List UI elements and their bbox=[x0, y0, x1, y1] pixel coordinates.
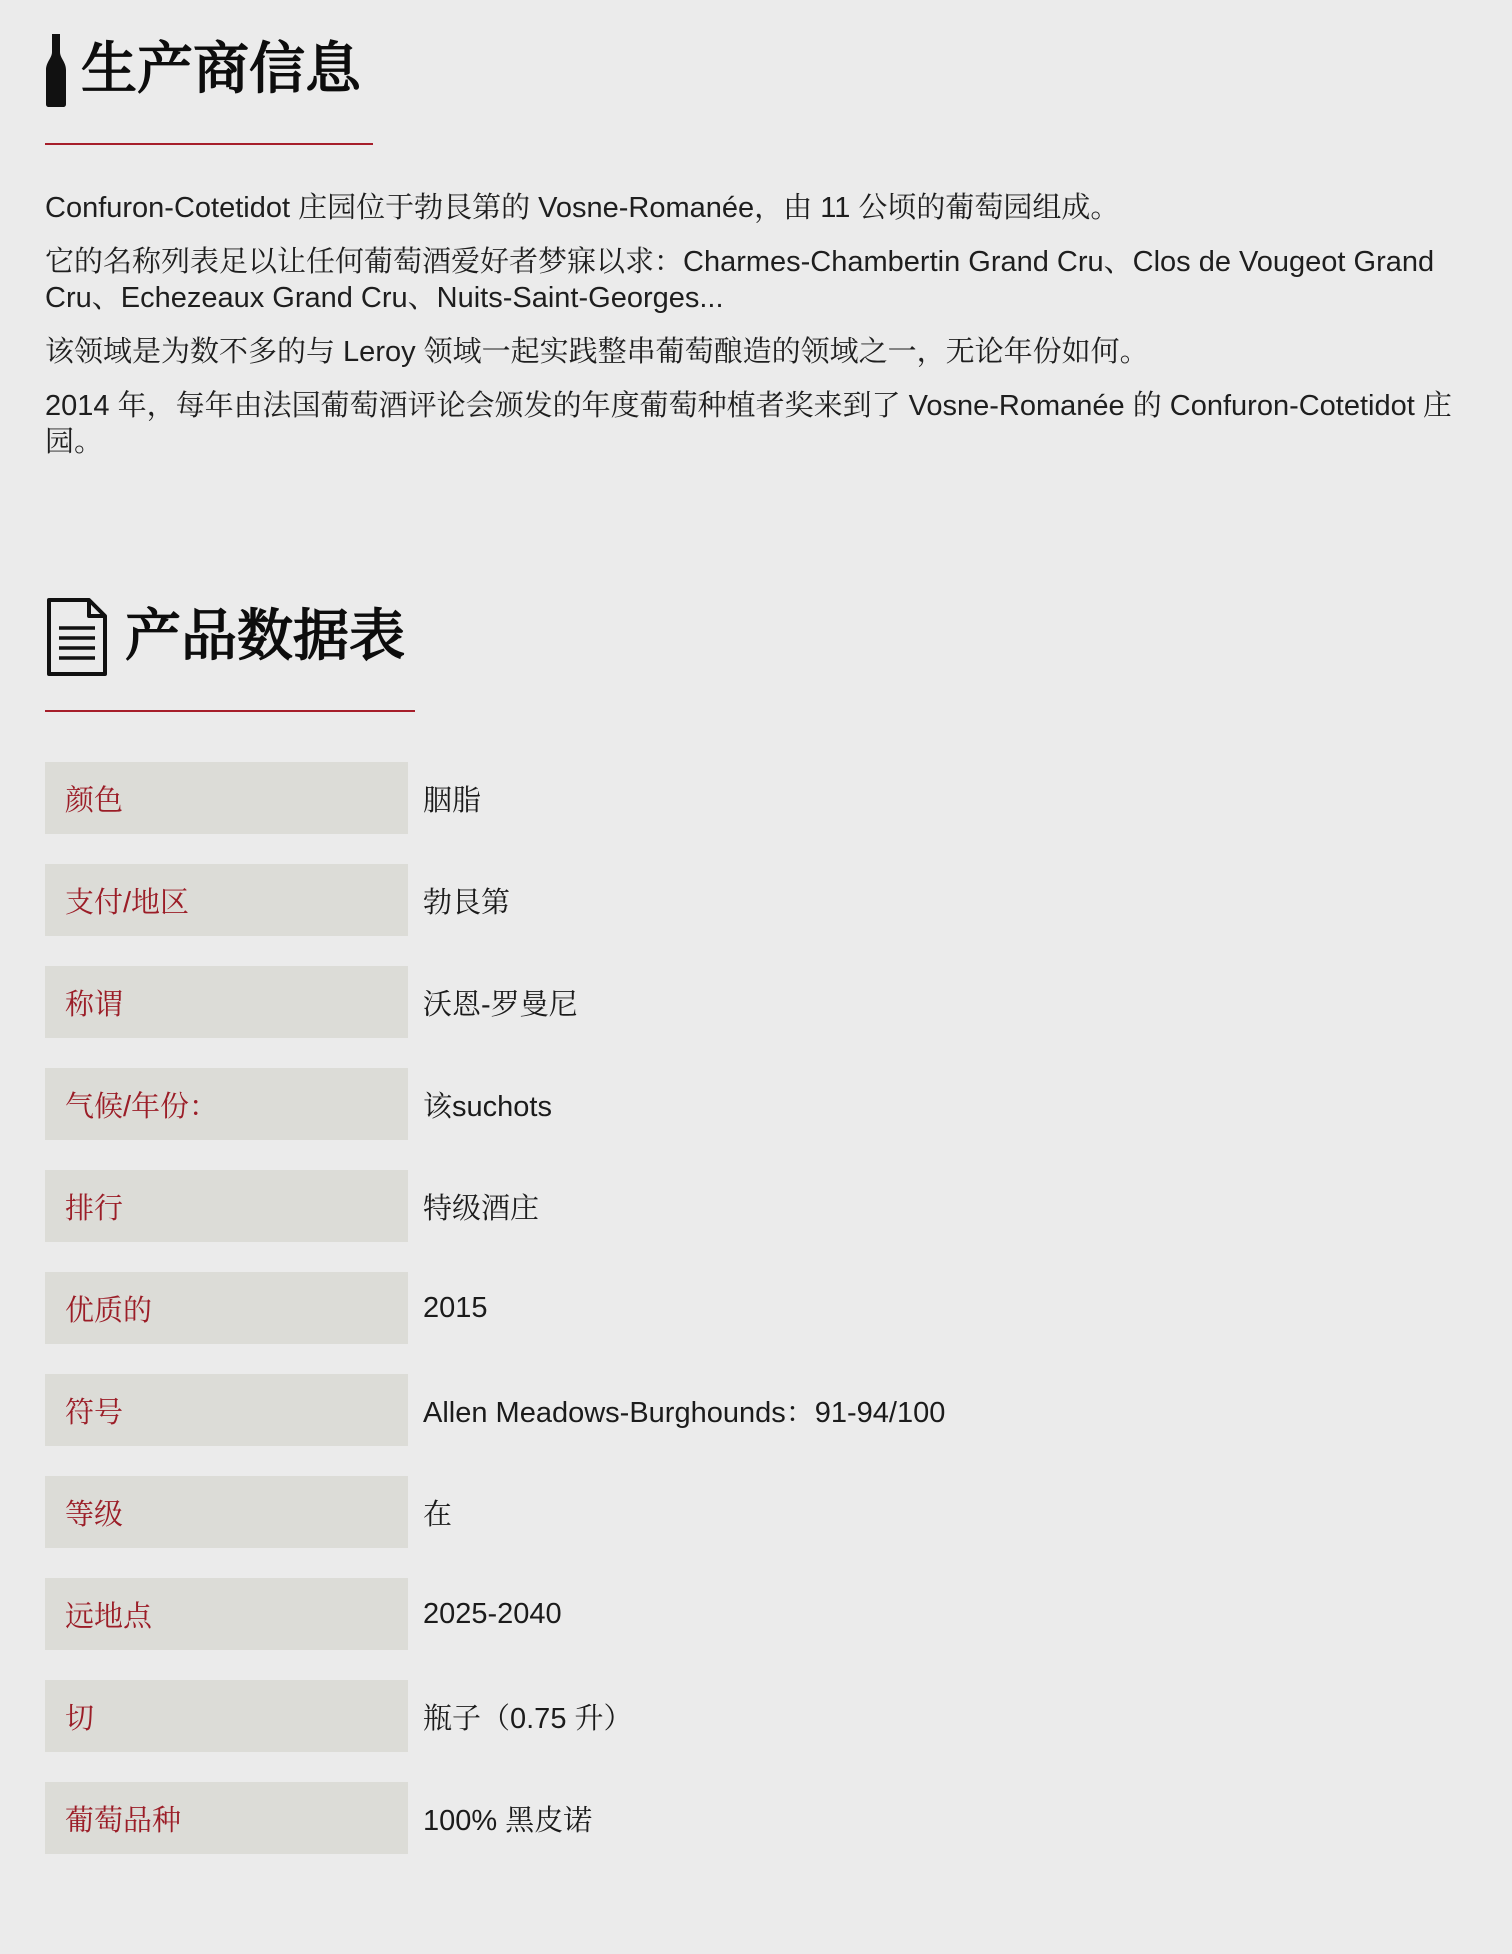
producer-paragraph: 它的名称列表足以让任何葡萄酒爱好者梦寐以求：Charmes-Chambertin Grand Cru、Clos de Vougeot Grand Cru、Echezeaux Grand Cru、Nuits-Saint-Georges... bbox=[45, 246, 1435, 314]
spec-row-grade bbox=[45, 1476, 1465, 1548]
spec-row-appellation bbox=[45, 966, 1465, 1038]
wine-bottle-icon bbox=[45, 32, 67, 108]
spec-label: 优质的 bbox=[45, 1272, 408, 1344]
spec-value: 瓶子（0.75 升） bbox=[423, 1702, 633, 1735]
spec-label: 支付/地区 bbox=[45, 864, 408, 936]
spec-value: 在 bbox=[423, 1498, 453, 1531]
spec-value: 2025-2040 bbox=[423, 1597, 562, 1630]
spec-value: 特级酒庄 bbox=[423, 1192, 540, 1225]
spec-row-region bbox=[45, 864, 1465, 936]
producer-title: 生产商信息 bbox=[81, 37, 361, 102]
spec-label: 排行 bbox=[45, 1170, 408, 1242]
product-sheet-header bbox=[45, 596, 405, 678]
spec-label: 等级 bbox=[45, 1476, 408, 1548]
spec-value: 该suchots bbox=[423, 1090, 552, 1123]
document-icon bbox=[45, 596, 109, 678]
spec-row-size bbox=[45, 1680, 1465, 1752]
spec-label: 符号 bbox=[45, 1374, 408, 1446]
spec-row-ranking bbox=[45, 1170, 1465, 1242]
producer-title-underline bbox=[45, 143, 373, 145]
spec-label: 颜色 bbox=[45, 762, 408, 834]
spec-row-apogee bbox=[45, 1578, 1465, 1650]
spec-row-color bbox=[45, 762, 1465, 834]
spec-label: 气候/年份： bbox=[45, 1068, 408, 1140]
spec-row-grape-variety bbox=[45, 1782, 1465, 1854]
spec-value: Allen Meadows-Burghounds：91-94/100 bbox=[423, 1396, 946, 1429]
producer-paragraph: 该领域是为数不多的与 Leroy 领域一起实践整串葡萄酿造的领域之一，无论年份如何。 bbox=[45, 336, 1149, 368]
spec-row-vintage bbox=[45, 1272, 1465, 1344]
producer-paragraph: 2014 年，每年由法国葡萄酒评论会颁发的年度葡萄种植者奖来到了 Vosne-Romanée 的 Confuron-Cotetidot 庄园。 bbox=[45, 390, 1452, 458]
product-sheet-title-underline bbox=[45, 710, 415, 712]
spec-value: 勃艮第 bbox=[423, 886, 511, 919]
producer-paragraph: Confuron-Cotetidot 庄园位于勃艮第的 Vosne-Romanée，由 11 公顷的葡萄园组成。 bbox=[45, 192, 1120, 224]
producer-section-header bbox=[45, 30, 361, 110]
spec-value: 胭脂 bbox=[423, 784, 482, 817]
spec-value: 沃恩-罗曼尼 bbox=[423, 988, 578, 1021]
spec-row-rating bbox=[45, 1374, 1465, 1446]
spec-value: 2015 bbox=[423, 1291, 488, 1324]
product-sheet-title: 产品数据表 bbox=[125, 604, 405, 669]
spec-label: 葡萄品种 bbox=[45, 1782, 408, 1854]
spec-row-climat bbox=[45, 1068, 1465, 1140]
spec-value: 100% 黑皮诺 bbox=[423, 1804, 593, 1837]
producer-description bbox=[45, 190, 1465, 478]
spec-label: 远地点 bbox=[45, 1578, 408, 1650]
product-spec-table bbox=[45, 762, 1465, 1884]
spec-label: 称谓 bbox=[45, 966, 408, 1038]
spec-label: 切 bbox=[45, 1680, 408, 1752]
